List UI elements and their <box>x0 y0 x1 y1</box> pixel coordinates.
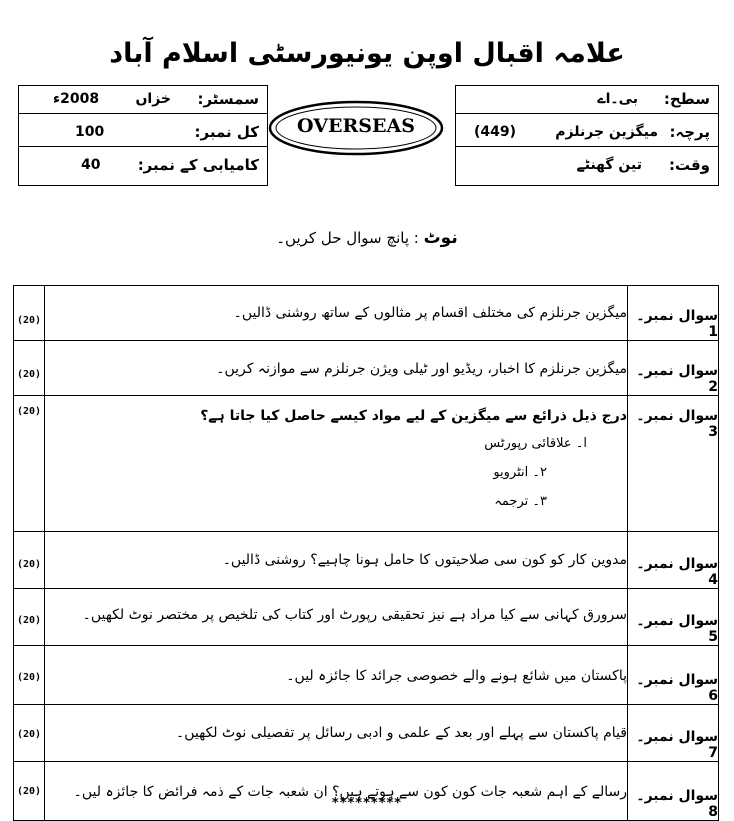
question-3-marks: (20) <box>16 406 42 417</box>
question-8-number: سوال نمبر۔8 <box>636 788 718 820</box>
question-row-6 <box>14 646 719 705</box>
course-info-box <box>455 85 719 186</box>
question-row-2 <box>14 341 719 396</box>
question-7-marks: (20) <box>16 729 42 740</box>
semester-row <box>19 86 267 114</box>
note-text: : پانچ سوال حل کریں۔ <box>276 229 419 247</box>
question-row-5 <box>14 589 719 646</box>
total-marks-value: 100 <box>75 124 105 140</box>
question-4-marks: (20) <box>16 559 42 570</box>
pass-marks-label: کامیابی کے نمبر: <box>137 156 259 174</box>
time-value: تین گھنٹے <box>576 157 642 173</box>
questions-table <box>13 285 719 821</box>
footer-stars: ********* <box>331 796 403 811</box>
question-5-text: سرورق کہانی سے کیا مراد ہے نیز تحقیقی رپورٹ اور کتاب کی تلخیص پر مختصر نوٹ لکھیں۔ <box>82 607 627 623</box>
question-3-sub-3: ۳۔ ترجمہ <box>494 494 547 509</box>
level-value: بی۔اے <box>597 91 638 107</box>
pass-marks-row <box>19 152 267 179</box>
question-4-number: سوال نمبر۔4 <box>636 556 718 588</box>
instruction-note <box>0 228 734 248</box>
question-5-number: سوال نمبر۔5 <box>636 613 718 645</box>
question-2-number: سوال نمبر۔2 <box>636 363 718 395</box>
time-row <box>456 152 718 179</box>
university-title: علامہ اقبال اوپن یونیورسٹی اسلام آباد <box>109 38 625 69</box>
paper-row <box>456 119 718 147</box>
semester-value: خزاں <box>135 91 171 107</box>
question-2-marks: (20) <box>16 369 42 380</box>
overseas-stamp <box>266 98 446 158</box>
question-7-text: قیام پاکستان سے پہلے اور بعد کے علمی و ادبی رسائل پر تفصیلی نوٹ لکھیں۔ <box>176 725 627 741</box>
stamp-text: OVERSEAS <box>297 115 415 137</box>
question-3-sub-1: ا۔ علاقائی رپورٹس <box>484 436 587 451</box>
level-row <box>456 86 718 114</box>
question-6-marks: (20) <box>16 672 42 683</box>
total-marks-row <box>19 119 267 147</box>
question-3-number: سوال نمبر۔3 <box>636 408 718 440</box>
question-4-text: مدوین کار کو کون سی صلاحیتوں کا حامل ہونا چاہیے؟ روشنی ڈالیں۔ <box>222 552 627 568</box>
total-marks-label: کل نمبر: <box>194 123 259 141</box>
question-row-3 <box>14 396 719 532</box>
question-7-number: سوال نمبر۔7 <box>636 729 718 761</box>
question-5-marks: (20) <box>16 615 42 626</box>
level-label: سطح: <box>663 90 710 108</box>
year-value: 2008ء <box>53 91 100 107</box>
pass-marks-value: 40 <box>81 157 101 173</box>
question-1-text: میگزین جرنلزم کی مختلف اقسام پر مثالوں کے ساتھ روشنی ڈالیں۔ <box>233 305 627 321</box>
question-6-number: سوال نمبر۔6 <box>636 672 718 704</box>
question-1-marks: (20) <box>16 315 42 326</box>
question-1-number: سوال نمبر۔1 <box>636 308 718 340</box>
question-6-text: پاکستان میں شائع ہونے والے خصوصی جرائد کا جائزہ لیں۔ <box>286 668 627 684</box>
question-3-text: درج ذیل ذرائع سے میگزین کے لیے مواد کیسے حاصل کیا جاتا ہے؟ <box>200 408 627 424</box>
question-row-4 <box>14 532 719 589</box>
semester-label: سمسٹر: <box>197 90 259 108</box>
question-row-1 <box>14 286 719 341</box>
question-row-8 <box>14 762 719 821</box>
paper-label: پرچہ: <box>669 123 710 141</box>
question-2-text: میگزین جرنلزم کا اخبار، ریڈیو اور ٹیلی ویژن جرنلزم سے موازنہ کریں۔ <box>216 361 627 377</box>
question-3-sub-2: ۲۔ انٹرویو <box>493 465 547 480</box>
time-label: وقت: <box>668 156 710 174</box>
question-8-marks: (20) <box>16 786 42 797</box>
question-row-7 <box>14 705 719 762</box>
question-8-text: رسالے کے اہم شعبہ جات کون کون سے ہوتے ہیں؟ ان شعبہ جات کے ذمہ فرائض کا جائزہ لیں۔ <box>73 784 627 800</box>
paper-value: میگزین جرنلزم <box>555 124 658 140</box>
note-label: نوٹ <box>423 228 458 248</box>
exam-info-box <box>18 85 268 186</box>
paper-code: (449) <box>474 124 517 140</box>
